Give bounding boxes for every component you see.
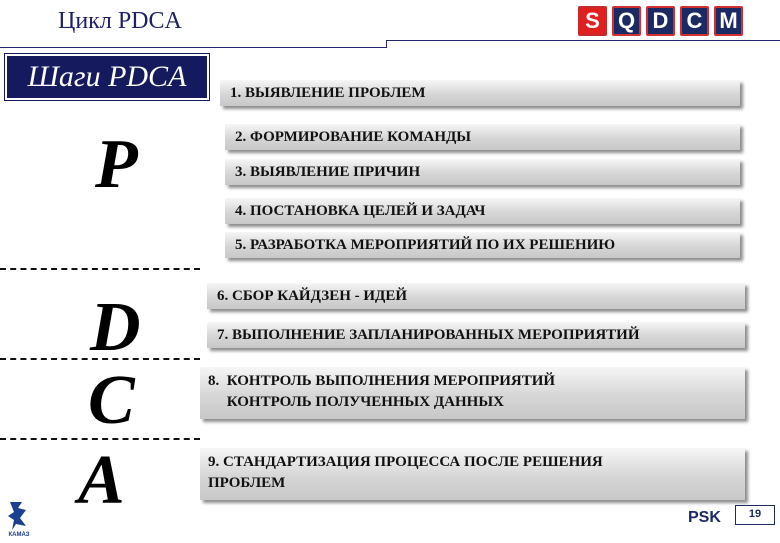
step-2: 2. ФОРМИРОВАНИЕ КОМАНДЫ [225, 124, 740, 150]
kamaz-logo [4, 498, 34, 543]
step-5: 5. РАЗРАБОТКА МЕРОПРИЯТИЙ ПО ИХ РЕШЕНИЮ [225, 232, 740, 258]
step-9 [200, 448, 745, 500]
step-7: 7. ВЫПОЛНЕНИЕ ЗАПЛАНИРОВАННЫХ МЕРОПРИЯТИЙ [207, 322, 745, 348]
divider-d-c [0, 358, 200, 360]
step-9-line-1: 9. СТАНДАРТИЗАЦИЯ ПРОЦЕССА ПОСЛЕ РЕШЕНИЯ [208, 454, 603, 470]
sqdcm-m: M [714, 6, 743, 36]
page-number: 19 [735, 505, 775, 525]
psk-brand: PSK [688, 509, 721, 526]
step-6: 6. СБОР КАЙДЗЕН - ИДЕЙ [207, 283, 745, 309]
step-8-line-2: КОНТРОЛЬ ПОЛУЧЕННЫХ ДАННЫХ [208, 394, 504, 410]
steps-heading: Шаги PDCA [7, 56, 207, 98]
phase-d: D [90, 289, 141, 366]
step-4: 4. ПОСТАНОВКА ЦЕЛЕЙ И ЗАДАЧ [225, 198, 740, 224]
sqdcm-d: D [646, 6, 675, 36]
header-rule-step [386, 40, 387, 48]
step-1: 1. ВЫЯВЛЕНИЕ ПРОБЛЕМ [220, 80, 740, 106]
sqdcm-logo [578, 6, 743, 36]
sqdcm-s: S [578, 6, 607, 36]
page-title: Цикл PDCA [58, 8, 182, 34]
phase-p: P [95, 126, 138, 203]
phase-a: A [78, 442, 125, 519]
step-9-line-2: ПРОБЛЕМ [208, 475, 286, 491]
step-8-line-1: 8. КОНТРОЛЬ ВЫПОЛНЕНИЯ МЕРОПРИЯТИЙ [208, 373, 556, 389]
sqdcm-c: C [680, 6, 709, 36]
kamaz-logo-text: КАМАЗ [8, 532, 30, 538]
header-rule-left [0, 47, 386, 48]
header-rule-right [386, 40, 780, 41]
phase-c: C [88, 362, 135, 439]
sqdcm-q: Q [612, 6, 641, 36]
divider-p-d [0, 268, 200, 270]
step-8 [200, 367, 745, 419]
divider-c-a [0, 438, 200, 440]
step-3: 3. ВЫЯВЛЕНИЕ ПРИЧИН [225, 159, 740, 185]
kamaz-horse-icon [4, 498, 34, 538]
